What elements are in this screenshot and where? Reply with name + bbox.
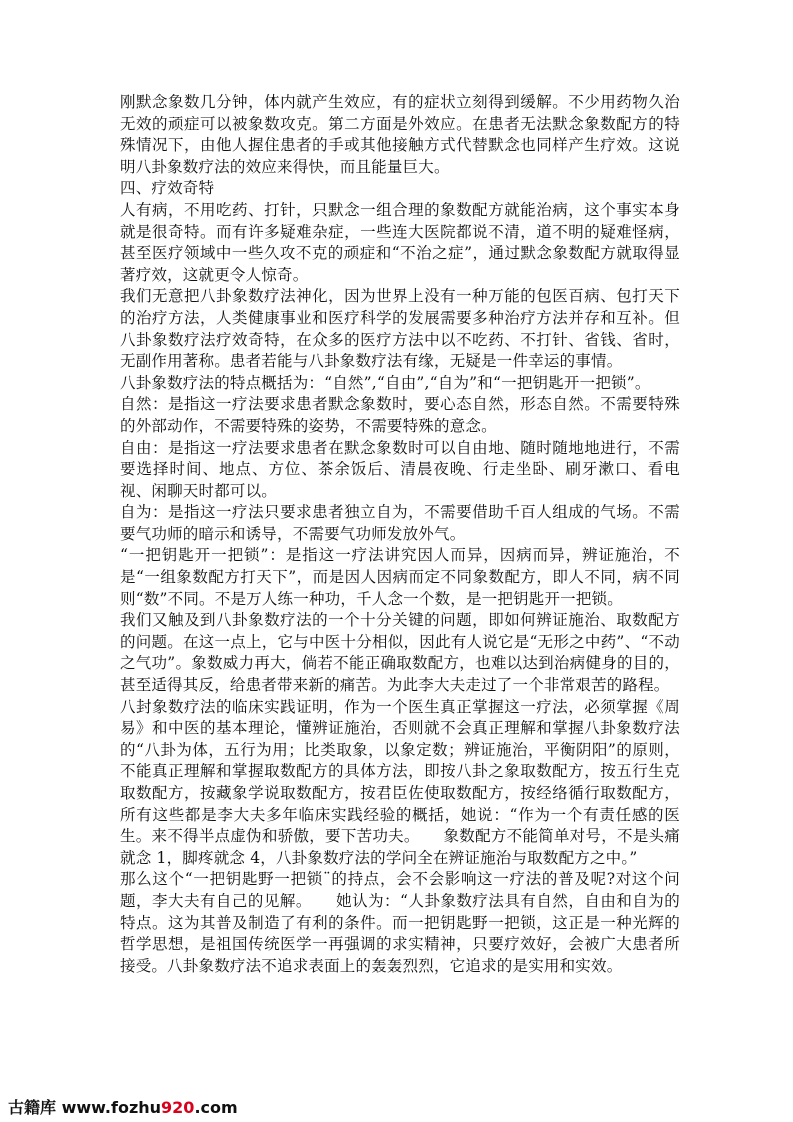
footer-url-suffix: .com [194,1098,238,1117]
footer-url-prefix: www.fozhu [56,1098,162,1117]
paragraph-3: 我们无意把八卦象数疗法神化，因为世界上没有一种万能的包医百病、包打天下的治疗方法，人类健康事业和医疗科学的发展需要多种治疗方法并存和互补。但八卦象数疗法疗效奇特，在众多的医疗方法中以不吃药、不打针、省钱、省时，无副作用著称。患者若能与八卦象数疗法有缘，无疑是一件幸运的事情。 [120,287,680,371]
paragraph-10: 八封象数疗法的临床实践证明，作为一个医生真正掌握这一疗法，必须掌握《周易》和中医的基本理论，懂辨证施治，否则就不会真正理解和掌握八卦象数疗法的“八卦为体，五行为用；比类取象，以象定数；辨证施治，平衡阴阳”的原则，不能真正理解和掌握取数配方的具体方法，即按八卦之象取数配方，按五行生克取数配方，按藏象学说取数配方，按君臣佐使取数配方，按经络循行取数配方，所有这些都是李大夫多年临床实践经验的概括，她说：“作为一个有责任感的医生。来不得半点虚伪和骄傲，要下苦功夫。 象数配方不能简单对号，不是头痛就念 1，脚疼就念 4，八卦象数疗法的学问全在辨证施治与取数配方之中。” [120,697,680,867]
paragraph-9: 我们又触及到八卦象数疗法的一个十分关键的问题，即如何辨证施治、取数配方的问题。在这一点上，它与中医十分相似，因此有人说它是“无形之中药”、“不动之气功”。象数威力再大，倘若不能正确取数配方，也难以达到治病健身的目的，甚至适得其反，给患者带来新的痛苦。为此李大夫走过了一个非常艰苦的路程。 [120,611,680,695]
paragraph-8: “一把钥匙开一把锁”：是指这一疗法讲究因人而异，因病而异，辨证施治，不是“一组象数配方打天下”，而是因人因病而定不同象数配方，即人不同，病不同则“数”不同。不是万人练一种功，千人念一个数，是一把钥匙开一把锁。 [120,546,680,608]
document-body [120,92,680,977]
paragraph-4: 八卦象数疗法的特点概括为：“自然”,“自由”,“自为”和“一把钥匙开一把锁”。 [120,373,651,392]
paragraph-1: 刚默念象数几分钟，体内就产生效应，有的症状立刻得到缓解。不少用药物久治无效的顽症可以被象数攻克。第二方面是外效应。在患者无法默念象数配方的特殊情况下，由他人握住患者的手或其他接触方式代替默念也同样产生疗效。这说明八卦象数疗法的效应来得快，而且能量巨大。 [120,93,680,176]
paragraph-2: 人有病，不用吃药、打针，只默念一组合理的象数配方就能治病，这个事实本身就是很奇特。而有许多疑难杂症，一些连大医院都说不清，道不明的疑难怪病，甚至医疗领域中一些久攻不克的顽症和“不治之症”，通过默念象数配方就取得显著疗效，这就更令人惊奇。 [120,200,680,284]
section-heading: 四、疗效奇特 [120,179,215,198]
footer-watermark [8,1095,238,1118]
paragraph-6: 自由：是指这一疗法要求患者在默念象数时可以自由地、随时随地地进行，不需要选择时间、地点、方位、茶余饭后、清晨夜晚、行走坐卧、刷牙漱口、看电视、闲聊天时都可以。 [120,438,680,500]
paragraph-5: 自然：是指这一疗法要求患者默念象数时，要心态自然，形态自然。不需要特殊的外部动作，不需要特殊的姿势，不需要特殊的意念。 [120,395,680,435]
footer-brand: 古籍库 [8,1098,57,1117]
footer-url-number: 920 [161,1098,195,1117]
paragraph-11: 那么这个“一把钥匙野一把锁¨的持点，会不会影响这一疗法的普及呢?对这个问题，李大夫有自己的见解。 她认为：“人卦象数疗法具有自然，自由和自为的特点。这为其普及制造了有利的条件。而一把钥匙野一把锁，这正是一种光辉的哲学思想，是祖国传统医学一再强调的求实精神，只要疗效好，会被广大患者所接受。八卦象数疗法不追求表面上的轰轰烈烈，它追求的是实用和实效。 [120,870,680,975]
paragraph-7: 自为：是指这一疗法只要求患者独立自为，不需要借助千百人组成的气场。不需要气功师的暗示和诱导，不需要气功师发放外气。 [120,503,680,543]
